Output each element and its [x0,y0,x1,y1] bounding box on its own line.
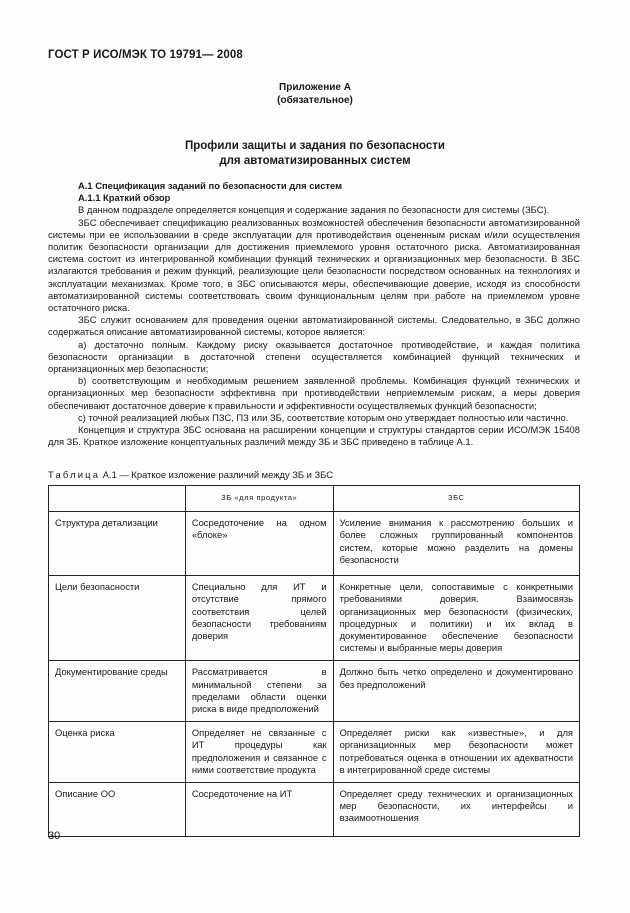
appendix-status: (обязательное) [277,95,353,106]
table-cell: Усиление внимания к рассмотрению больших и более сложных группированный компонентов систем, которые можно разделить на домены безопасности [333,512,579,576]
table-cell: Определяет среду технических и организационных мер безопасности, их интерфейсы и взаимоотношения [333,783,579,837]
table-caption-text: А.1 — Краткое изложение различий между ЗБ и ЗБС [100,469,333,480]
section-title-line1: Профили защиты и задания по безопасности [184,140,445,152]
table-cell: Сосредоточение на одном «блоке» [185,512,333,576]
table-row [49,576,580,661]
subsection-heading: А.1 Спецификация заданий по безопасности для систем [78,180,343,191]
list-item: с) точной реализацией любых ПЗС, ПЗ или ЗБ, соответствие которым оно утверждает полностью или частично. [78,411,569,423]
table-row [49,512,580,576]
table-row [49,783,580,837]
table-header-cell [49,486,186,512]
appendix-title: Приложение А [279,82,351,93]
table-cell: Документирование среды [49,661,186,722]
page-number: 30 [48,830,61,842]
table-cell: Описание ОО [49,783,186,837]
paragraph: Концепция и структура ЗБС основана на расширении концепции и структуры стандартов серии ИСО/МЭК 15408 для ЗБ. Краткое изложение концептуальных различий между ЗБ и ЗБС приведено в таблице А.1. [48,424,580,448]
table-cell: Структура детализации [49,512,186,576]
list-item: b) соответствующим и необходимым решением заявленной проблемы. Комбинация функций технических и организационных мер безопасности эффективна при противодействии неприемлемым рискам, а меры доверия обеспечивают достаточное доверие к правильности и эффективности осуществляемых функций безопасности; [48,375,580,411]
table-cell: Определяет не связанные с ИТ процедуры как предположения и связанное с ними соответствие продукта [185,722,333,783]
table-caption-label: Таблица [48,469,101,480]
table-cell: Сосредоточение на ИТ [185,783,333,837]
table-cell: Рассматривается в минимальной степени за пределами области оценки риска в виде предположений [185,661,333,722]
table-cell: Оценка риска [49,722,186,783]
table-caption [48,469,333,480]
table-row [49,722,580,783]
table-header-row [49,486,580,512]
paragraph: ЗБС служит основанием для проведения оценки автоматизированной системы. Следовательно, в ЗБС должно содержаться описание автоматизированной системы, которое является: [48,314,580,338]
list-item: а) достаточно полным. Каждому риску оказывается достаточное противодействие, и каждая политика безопасности организации в достаточной степени осуществляется комбинацией функций технических и организационных мер безопасности; [48,338,580,375]
section-title-line2: для автоматизированных систем [219,155,411,167]
appendix-heading [0,81,630,107]
table-cell: Специально для ИТ и отсутствие прямого соответствия целей безопасности требованиям доверия [185,576,333,661]
paragraph: ЗБС обеспечивает спецификацию реализованных возможностей обеспечения безопасности автоматизированной системы при ее использовании в среде эксплуатации для противодействия оцененным рискам и/или осуществления политик безопасности организации для достижения приемлемого уровня остаточного риска. Автоматизированная система состоит из интегрированной комбинации функций технических и организационных мер безопасности. В ЗБС излагаются требования и режим функций, реализующие цели безопасности посредством основанных на технологиях и эксплуатации механизмах. Кроме того, в ЗБС описываются меры, обеспечивающие доверие, исходя из способности автоматизированной системы соответствовать своим функциональным целям при работе на приемлемом уровне остаточного риска. [48,216,580,314]
body-text [48,180,580,448]
document-header: ГОСТ Р ИСО/МЭК ТО 19791— 2008 [48,49,243,61]
subsubsection-heading: А.1.1 Краткий обзор [78,192,171,204]
table-row [49,661,580,722]
comparison-table [48,485,580,837]
table-cell: Цели безопасности [49,576,186,661]
table-cell: Определяет риски как «известные», и для организационных мер безопасности может потребоваться оценка в отношении их адекватности в интегрированной среде системы [333,722,579,783]
table-cell: Конкретные цели, сопоставимые с конкретными требованиями доверия. Взаимосвязь организационных мер безопасности (физических, процедурных и политики) и их вклад в документированное обеспечение безопасности системы и выбранные меры доверия [333,576,579,661]
table-header-cell: ЗБ «для продукта» [185,486,333,512]
paragraph: В данном подразделе определяется концепция и содержание задания по безопасности для системы (ЗБС). [78,204,550,216]
table-cell: Должно быть четко определено и документировано без предположений [333,661,579,722]
table-header-cell: ЗБС [333,486,579,512]
section-title [0,139,630,169]
